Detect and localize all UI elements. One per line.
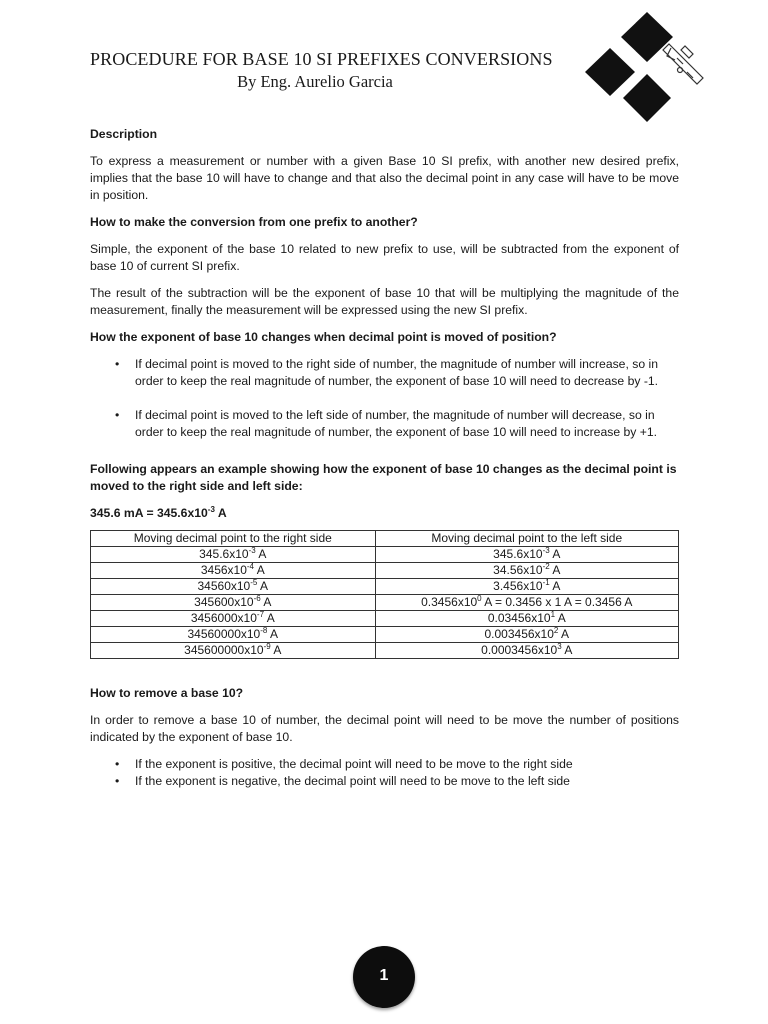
list-item: • If the exponent is negative, the decimal point will need to be move to the left side: [90, 773, 679, 790]
cell-exponent: -2: [542, 562, 550, 571]
document-title: PROCEDURE FOR BASE 10 SI PREFIXES CONVERSIONS: [90, 49, 553, 69]
cell-exponent: 3: [557, 642, 562, 651]
table-cell: [91, 579, 376, 595]
cell-mantissa: 345600x10: [194, 595, 254, 609]
cell-unit: A: [549, 547, 561, 561]
cell-exponent: -3: [248, 546, 256, 555]
cell-exponent: -6: [253, 594, 261, 603]
section-heading-description: Description: [90, 127, 158, 141]
list-item: • If the exponent is positive, the decimal point will need to be move to the right side: [90, 756, 679, 773]
cell-unit: A: [555, 611, 566, 625]
cell-unit: A = 0.3456 x 1 A = 0.3456 A: [481, 595, 633, 609]
table-cell: [375, 563, 678, 579]
table-cell: [375, 595, 678, 611]
cell-exponent: -7: [256, 610, 265, 619]
cell-mantissa: 0.03456x10: [487, 611, 551, 625]
cell-mantissa: 345.6x10: [199, 547, 249, 561]
table-cell: [91, 595, 376, 611]
list-item: • If decimal point is moved to the right side of number, the magnitude of number will increase, so in order to keep the real magnitude of number, the exponent of base 10 will need to decrease by -1.: [90, 356, 679, 390]
equation-unit: A: [214, 506, 227, 520]
cell-unit: A: [549, 563, 561, 577]
cell-mantissa: 0.003456x10: [484, 627, 554, 641]
table-header-right: Moving decimal point to the right side: [91, 531, 376, 547]
conversion-table: [90, 530, 679, 659]
cell-unit: A: [254, 563, 265, 577]
cell-exponent: 2: [553, 626, 559, 635]
remove-base-paragraph: In order to remove a base 10 of number, the decimal point will need to be move the number of positions indicated by the exponent of base 10.: [90, 713, 679, 744]
page-number-badge: 1: [353, 946, 415, 1008]
equation-lhs: 345.6 mA = 345.6x10: [90, 506, 208, 520]
cell-unit: A: [264, 611, 275, 625]
cell-mantissa: 3.456x10: [493, 579, 543, 593]
cell-exponent: -3: [542, 546, 550, 555]
cell-unit: A: [558, 627, 570, 641]
section-heading-exponent-change: How the exponent of base 10 changes when decimal point is moved of position?: [90, 330, 557, 344]
table-cell: [91, 627, 376, 643]
cell-mantissa: 3456x10: [200, 563, 247, 577]
document-body: [90, 126, 679, 790]
list-item: • If decimal point is moved to the left side of number, the magnitude of number will decrease, so in order to keep the real magnitude of number, the exponent of base 10 will need to increase by +1.: [90, 407, 679, 441]
table-cell: [91, 547, 376, 563]
exponent-change-list: [90, 356, 679, 441]
cell-exponent: -9: [263, 642, 271, 651]
table-cell: [375, 547, 678, 563]
cell-exponent: -4: [246, 562, 255, 571]
document-author: By Eng. Aurelio Garcia: [237, 72, 393, 91]
cell-exponent: -8: [260, 626, 268, 635]
cell-mantissa: 34560x10: [197, 579, 251, 593]
cell-unit: A: [549, 579, 561, 593]
table-row: [91, 627, 679, 643]
cell-exponent: -5: [250, 578, 258, 587]
example-equation: [90, 505, 679, 522]
cell-mantissa: 34.56x10: [493, 563, 543, 577]
cell-exponent: 0: [477, 594, 482, 603]
remove-base-list: [90, 756, 679, 790]
table-cell: [91, 643, 376, 659]
table-row: [91, 547, 679, 563]
cell-unit: A: [561, 643, 573, 657]
table-header-left: Moving decimal point to the left side: [375, 531, 678, 547]
description-paragraph: To express a measurement or number with a given Base 10 SI prefix, with another new desired prefix, implies that the base 10 will have to change and that also the decimal point in any case will have to be move in position.: [90, 154, 679, 202]
cell-unit: A: [267, 627, 279, 641]
cell-mantissa: 0.3456x10: [421, 595, 478, 609]
cell-unit: A: [260, 595, 272, 609]
section-heading-remove-base: How to remove a base 10?: [90, 686, 244, 700]
section-heading-example: Following appears an example showing how the exponent of base 10 changes as the decimal point is moved to the right side and left side:: [90, 462, 677, 493]
table-row: [91, 563, 679, 579]
table-cell: [375, 627, 678, 643]
table-row: [91, 611, 679, 627]
table-cell: [375, 643, 678, 659]
cell-unit: A: [257, 579, 269, 593]
conversion-table-body: [91, 547, 679, 659]
cell-unit: A: [255, 547, 267, 561]
cell-mantissa: 34560000x10: [187, 627, 261, 641]
table-cell: [91, 563, 376, 579]
cell-exponent: -1: [542, 578, 550, 587]
table-cell: [91, 611, 376, 627]
cell-mantissa: 345600000x10: [184, 643, 264, 657]
conversion-paragraph-1: Simple, the exponent of the base 10 related to new prefix to use, will be subtracted from the exponent of base 10 of current SI prefix.: [90, 242, 679, 273]
section-heading-conversion: How to make the conversion from one prefix to another?: [90, 215, 418, 229]
table-row: [91, 579, 679, 595]
table-cell: [375, 579, 678, 595]
table-cell: [375, 611, 678, 627]
conversion-paragraph-2: The result of the subtraction will be the exponent of base 10 that will be multiplying the magnitude of the measurement, finally the measurement will be expressed using the new SI prefix.: [90, 286, 679, 317]
cell-mantissa: 0.0003456x10: [481, 643, 558, 657]
equation-exponent: -3: [207, 504, 215, 514]
cell-unit: A: [270, 643, 282, 657]
cell-exponent: 1: [550, 610, 556, 619]
cell-mantissa: 345.6x10: [493, 547, 543, 561]
table-header-row: [91, 531, 679, 547]
table-row: [91, 643, 679, 659]
table-row: [91, 595, 679, 611]
diamonds-caliper-logo-icon: [583, 10, 705, 126]
cell-mantissa: 3456000x10: [190, 611, 257, 625]
